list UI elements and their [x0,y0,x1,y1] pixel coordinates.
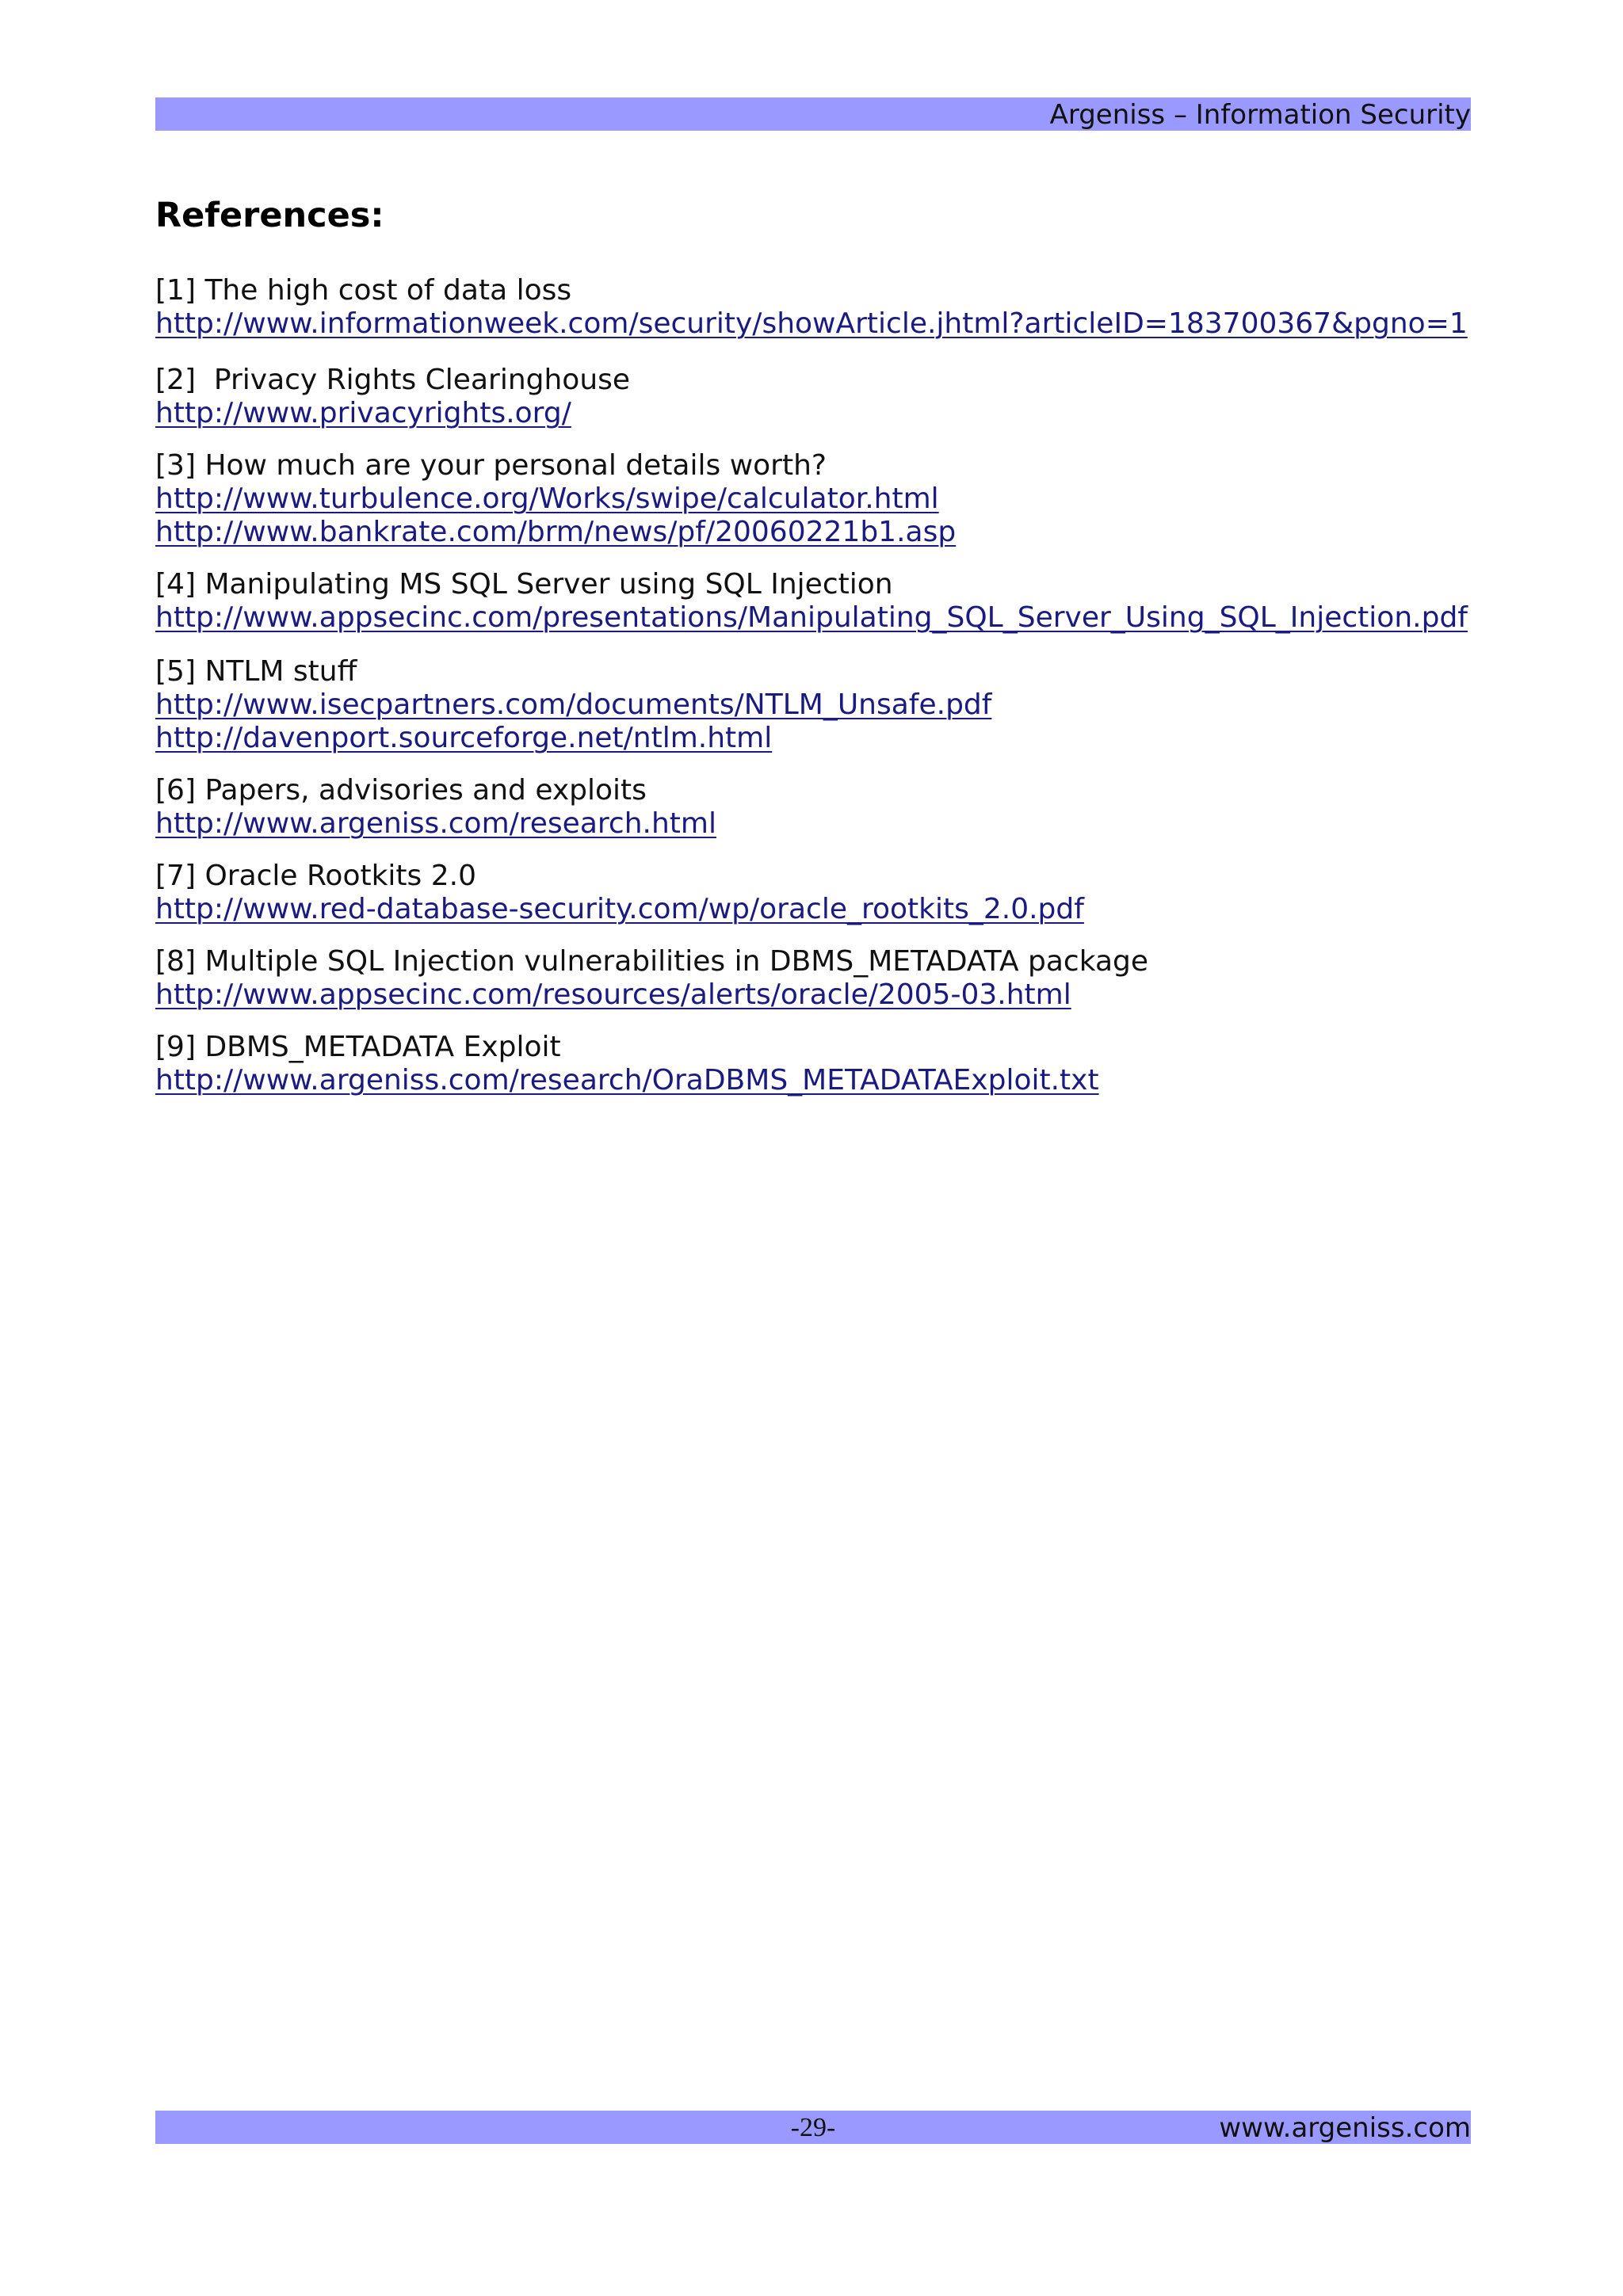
reference-link[interactable]: http://www.informationweek.com/security/showArticle.jhtml?articleID=183700367&pgno=1 [155,307,1468,340]
reference-link[interactable]: http://davenport.sourceforge.net/ntlm.html [155,722,773,754]
reference-link[interactable]: http://www.turbulence.org/Works/swipe/calculator.html [155,482,939,515]
header-title: Argeniss – Information Security [1049,99,1471,131]
reference-link[interactable]: http://www.argeniss.com/research/OraDBMS_METADATAExploit.txt [155,1064,1099,1097]
reference-link[interactable]: http://www.bankrate.com/brm/news/pf/20060221b1.asp [155,516,957,548]
page-number: -29- [790,2113,836,2142]
reference-item [155,1031,1503,1097]
footer-website: www.argeniss.com [1219,2112,1471,2144]
references-heading: References: [155,196,384,235]
reference-item [155,568,1503,635]
reference-title: [1] The high cost of data loss [155,274,572,307]
reference-item [155,945,1503,1012]
reference-title: [8] Multiple SQL Injection vulnerabilities in DBMS_METADATA package [155,945,1149,978]
reference-link[interactable]: http://www.appsecinc.com/presentations/Manipulating_SQL_Server_Using_SQL_Injection.pdf [155,601,1468,634]
reference-link[interactable]: http://www.argeniss.com/research.html [155,807,716,840]
reference-item [155,860,1503,926]
reference-title: [2] Privacy Rights Clearinghouse [155,364,631,396]
footer-band [155,2111,1471,2144]
reference-item [155,655,1503,755]
reference-item [155,449,1503,549]
reference-title: [7] Oracle Rootkits 2.0 [155,860,476,892]
reference-item [155,274,1503,341]
reference-link[interactable]: http://www.appsecinc.com/resources/alerts/oracle/2005-03.html [155,978,1071,1011]
reference-link[interactable]: http://www.isecpartners.com/documents/NTLM_Unsafe.pdf [155,688,992,721]
reference-link[interactable]: http://www.privacyrights.org/ [155,397,571,429]
reference-title: [3] How much are your personal details worth? [155,449,827,482]
reference-title: [5] NTLM stuff [155,655,357,688]
reference-title: [4] Manipulating MS SQL Server using SQL Injection [155,568,893,601]
header-band [155,97,1471,131]
reference-item [155,774,1503,841]
reference-item [155,364,1503,430]
reference-title: [6] Papers, advisories and exploits [155,774,647,807]
reference-link[interactable]: http://www.red-database-security.com/wp/oracle_rootkits_2.0.pdf [155,893,1084,925]
reference-title: [9] DBMS_METADATA Exploit [155,1031,561,1063]
references-list [155,274,1503,1097]
